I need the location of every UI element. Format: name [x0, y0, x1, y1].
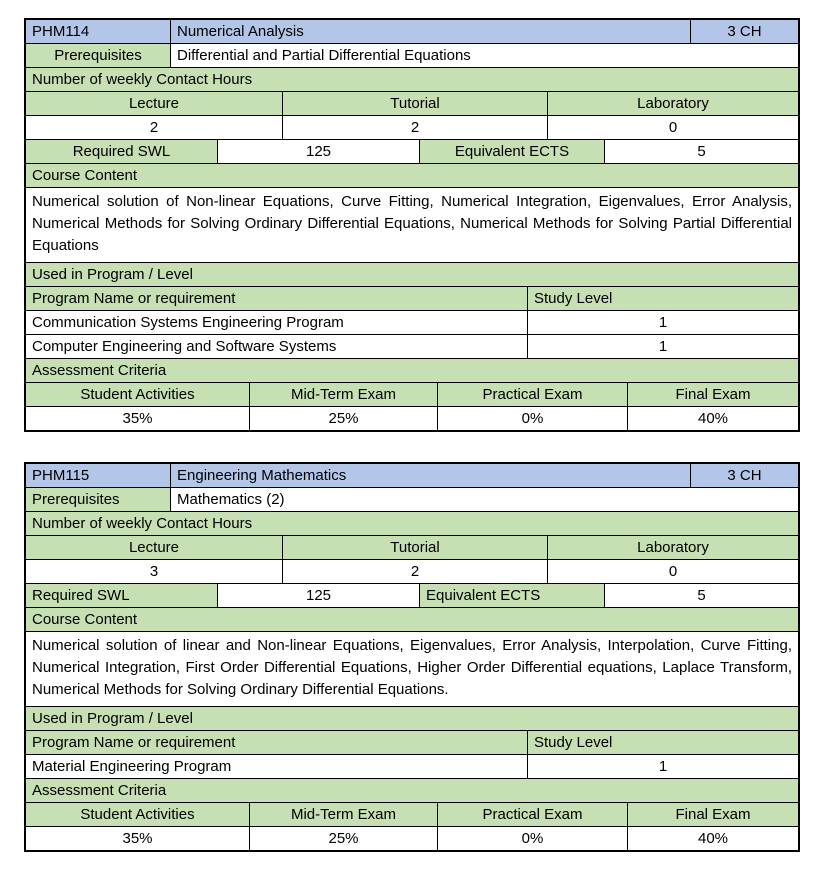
document-page	[0, 18, 816, 871]
contact-hours-header-row	[26, 511, 798, 535]
contact-hours-header: Number of weekly Contact Hours	[26, 68, 798, 91]
laboratory-label: Laboratory	[547, 92, 798, 115]
course-content-header: Course Content	[26, 164, 798, 187]
assessment-header-row	[26, 358, 798, 382]
assessment-header-row	[26, 778, 798, 802]
equivalent-ects-value: 5	[604, 140, 798, 163]
mid-term-exam-label: Mid-Term Exam	[249, 803, 437, 826]
course-content-row	[26, 631, 798, 706]
course-credit-hours: 3 CH	[690, 20, 798, 43]
contact-hours-values-row	[26, 115, 798, 139]
assessment-labels-row	[26, 802, 798, 826]
assessment-values-row	[26, 406, 798, 430]
course-content-text: Numerical solution of linear and Non-linear Equations, Eigenvalues, Error Analysis, Interpolation, Curve Fitting, Numerical Integration, First Order Differential Equations, Higher Order Differential equations, Laplace Transform, Numerical Methods for Solving Ordinary Differential Equations.	[32, 637, 792, 698]
used-in-header-row	[26, 706, 798, 730]
required-swl-value: 125	[217, 584, 419, 607]
tutorial-hours: 2	[282, 560, 547, 583]
program-name: Material Engineering Program	[32, 758, 232, 775]
used-in-header: Used in Program / Level	[26, 707, 798, 730]
course-table-phm115	[24, 462, 800, 852]
required-swl-label: Required SWL	[26, 584, 217, 607]
study-level-header: Study Level	[527, 287, 798, 310]
mid-term-exam-value: 25%	[249, 827, 437, 850]
practical-exam-value: 0%	[437, 827, 627, 850]
equivalent-ects-value: 5	[604, 584, 798, 607]
course-content-text: Numerical solution of Non-linear Equations, Curve Fitting, Numerical Integration, Eigenvalues, Error Analysis, Numerical Methods for Solving Ordinary Differential Equations, Numerical Methods for Solving Partial Differential Equations	[32, 193, 792, 254]
prerequisites-label: Prerequisites	[26, 488, 170, 511]
course-table-phm114	[24, 18, 800, 432]
contact-hours-header-row	[26, 67, 798, 91]
lecture-hours: 3	[149, 563, 159, 580]
equivalent-ects-label: Equivalent ECTS	[419, 584, 604, 607]
laboratory-label: Laboratory	[547, 536, 798, 559]
final-exam-label: Final Exam	[627, 803, 798, 826]
study-level-header: Study Level	[527, 731, 798, 754]
tutorial-label: Tutorial	[282, 536, 547, 559]
course-title: Engineering Mathematics	[170, 464, 690, 487]
course-content-header-row	[26, 163, 798, 187]
course-content-header-row	[26, 607, 798, 631]
prerequisites-label: Prerequisites	[26, 44, 170, 67]
contact-hours-labels-row	[26, 91, 798, 115]
student-activities-label: Student Activities	[26, 383, 249, 406]
practical-exam-value: 0%	[437, 407, 627, 430]
assessment-header: Assessment Criteria	[26, 779, 798, 802]
lecture-label: Lecture	[26, 92, 282, 115]
prerequisites-value: Mathematics (2)	[170, 488, 798, 511]
used-in-header-row	[26, 262, 798, 286]
used-in-header: Used in Program / Level	[26, 263, 798, 286]
laboratory-hours: 0	[547, 116, 798, 139]
program-study-level: 1	[527, 755, 798, 778]
swl-row	[26, 583, 798, 607]
program-name: Computer Engineering and Software Systems	[32, 338, 337, 355]
required-swl-value: 125	[217, 140, 419, 163]
course-header-row	[26, 464, 798, 487]
swl-row	[26, 139, 798, 163]
program-name: Communication Systems Engineering Program	[32, 314, 344, 331]
contact-hours-labels-row	[26, 535, 798, 559]
laboratory-hours: 0	[547, 560, 798, 583]
course-title: Numerical Analysis	[170, 20, 690, 43]
program-study-level: 1	[527, 335, 798, 358]
prerequisites-row	[26, 43, 798, 67]
course-code: PHM114	[26, 20, 170, 43]
assessment-values-row	[26, 826, 798, 850]
assessment-header: Assessment Criteria	[26, 359, 798, 382]
final-exam-value: 40%	[627, 407, 798, 430]
course-content-header: Course Content	[26, 608, 798, 631]
lecture-hours: 2	[149, 119, 159, 136]
student-activities-label: Student Activities	[26, 803, 249, 826]
tutorial-label: Tutorial	[282, 92, 547, 115]
practical-exam-label: Practical Exam	[437, 383, 627, 406]
course-header-row	[26, 20, 798, 43]
required-swl-label: Required SWL	[26, 140, 217, 163]
tutorial-hours: 2	[282, 116, 547, 139]
program-row	[26, 754, 798, 778]
final-exam-value: 40%	[627, 827, 798, 850]
course-content-row	[26, 187, 798, 262]
program-name-header: Program Name or requirement	[26, 731, 527, 754]
equivalent-ects-label: Equivalent ECTS	[419, 140, 604, 163]
course-code: PHM115	[26, 464, 170, 487]
program-row	[26, 334, 798, 358]
program-header-row	[26, 286, 798, 310]
program-row	[26, 310, 798, 334]
program-header-row	[26, 730, 798, 754]
practical-exam-label: Practical Exam	[437, 803, 627, 826]
assessment-labels-row	[26, 382, 798, 406]
contact-hours-values-row	[26, 559, 798, 583]
program-name-header: Program Name or requirement	[26, 287, 527, 310]
mid-term-exam-label: Mid-Term Exam	[249, 383, 437, 406]
final-exam-label: Final Exam	[627, 383, 798, 406]
prerequisites-value: Differential and Partial Differential Equations	[170, 44, 798, 67]
lecture-label: Lecture	[26, 536, 282, 559]
course-credit-hours: 3 CH	[690, 464, 798, 487]
program-study-level: 1	[527, 311, 798, 334]
mid-term-exam-value: 25%	[249, 407, 437, 430]
student-activities-value: 35%	[122, 410, 153, 427]
prerequisites-row	[26, 487, 798, 511]
contact-hours-header: Number of weekly Contact Hours	[26, 512, 798, 535]
student-activities-value: 35%	[122, 830, 153, 847]
